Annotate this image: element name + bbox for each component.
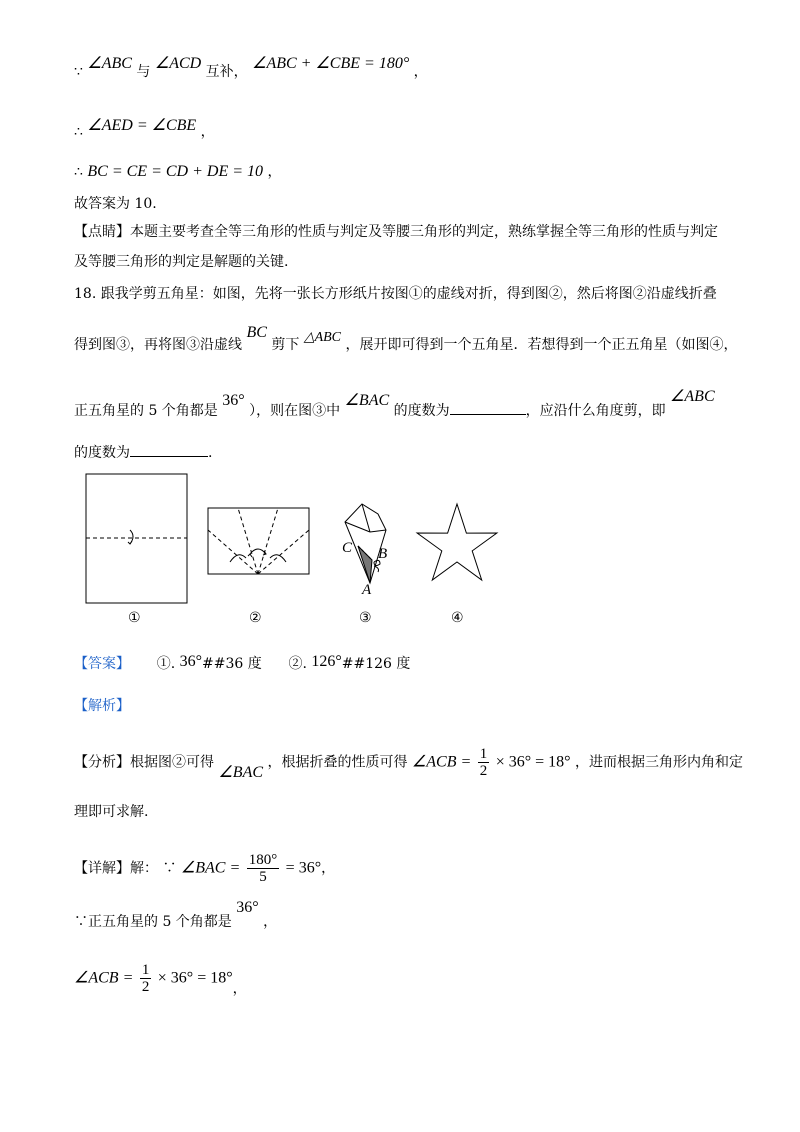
text: ， [233,64,248,80]
figure-diagrams [0,470,800,630]
math-36-degrees: 36° [236,899,259,916]
numerator: 1 [479,746,488,762]
answer-statement: 故答案为 10. [74,196,157,212]
analysis-line-1 [74,746,743,779]
text: . [208,445,213,461]
fraction-180-over-5 [247,852,280,885]
math-angle-abc: ∠ABC [87,55,132,72]
detail-line-1 [74,852,335,885]
answer-1-label: ①. [156,656,176,672]
text: 正五角星的 5 个角都是 [74,403,218,419]
text: 剪下 [271,337,300,353]
denominator: 2 [141,979,150,995]
math-segment-bc: BC [246,324,267,341]
proof-line-1 [74,55,428,82]
text: ，应沿什么角度剪，即 [525,403,666,419]
because-symbol: ∵ [162,860,177,877]
figure-1-rectangle [86,474,187,603]
figure-2-folded [208,508,309,574]
text: ， [263,914,278,930]
text: 的度数为 [74,445,130,461]
analysis-subtag: 【分析】 [74,754,130,771]
figure-label-4: ④ [451,610,464,626]
proof-line-2 [74,117,215,142]
answer-2-alt: ##126 度 [341,656,411,672]
text: 互补 [205,64,234,80]
numerator: 180° [248,852,278,868]
key-point-line-2: 及等腰三角形的判定是解题的关键. [74,254,289,270]
answer-2-label: ②. [288,656,307,672]
text: ，展开即可得到一个五角星．若想得到一个正五角星（如图④， [345,337,738,353]
math-equation: BC = CE = CD + DE = 10 [87,163,264,180]
therefore-symbol: ∴ [74,124,83,140]
figure-4-star [417,504,497,580]
math-angle-abc: ∠ABC [670,388,715,405]
text: 与 [136,64,151,80]
therefore-symbol: ∴ [74,164,83,180]
text: 根据图②可得 [130,754,214,771]
point-label-a: A [362,582,372,598]
analysis-tag: 【解析】 [74,698,130,714]
answer-tag: 【答案】 [74,656,130,672]
text: ），则在图③中 [249,403,341,419]
text: ， [413,64,428,80]
text: ∵正五角星的 5 个角都是 [74,914,232,930]
denominator: 5 [259,869,267,885]
text: ，进而根据三角形内角和定 [574,754,743,771]
math-angle-acb: ∠ACB = [74,969,134,987]
answer-blank-1[interactable] [450,400,526,415]
figure-label-2: ② [249,610,262,626]
figure-label-1: ① [128,610,141,626]
question-18-line-3 [74,388,715,421]
because-symbol: ∵ [74,64,83,80]
text: 得到图③，再将图③沿虚线 [74,337,242,353]
answer-line [74,654,410,674]
text: ， [321,860,336,877]
answer-1-alt: ##36 度 [202,656,262,672]
math-expression: × 36° = 18° [495,753,571,771]
math-angle-acb: ∠ACB = [411,753,472,771]
text: 的度数为 [393,403,450,419]
proof-line-3 [74,162,281,182]
math-triangle-abc: △ABC [303,330,342,345]
detail-tag: 【详解】解： [74,860,158,877]
analysis-line-2: 理即可求解. [74,804,149,820]
text: ，根据折叠的性质可得 [267,754,408,771]
denominator: 2 [479,763,488,779]
point-label-b: B [378,546,388,562]
figure-label-3: ③ [359,610,372,626]
detail-line-2 [74,899,278,932]
fraction-one-half [140,962,152,995]
question-18-line-4 [74,442,212,463]
math-angle-bac: ∠BAC [218,763,264,781]
answer-2-value: 126° [311,653,342,670]
question-18-line-2 [74,324,738,356]
key-point-line-1: 【点睛】本题主要考查全等三角形的性质与判定及等腰三角形的判定，熟练掌握全等三角形的性质与判定 [74,224,718,240]
answer-blank-2[interactable] [130,442,208,457]
point-label-c: C [342,540,353,556]
numerator: 1 [141,962,150,978]
math-equation: ∠ABC + ∠CBE = 180° [252,55,410,72]
fraction-one-half [478,746,490,779]
math-36-degrees: 36° [222,392,245,409]
question-18-line-1: 18. 跟我学剪五角星：如图，先将一张长方形纸片按图①的虚线对折，得到图②，然后将图②沿虚线折叠 [74,286,717,302]
text: ， [200,124,215,140]
math-expression: × 36° = 18° [157,969,233,987]
detail-line-3 [74,962,247,995]
math-angle-acd: ∠ACD [154,55,202,72]
math-equation: ∠AED = ∠CBE [87,117,197,134]
math-angle-bac: ∠BAC [344,392,390,409]
text: ， [232,980,247,997]
math-expression: = 36° [285,859,322,877]
text: ， [267,164,282,180]
answer-1-value: 36° [179,653,203,670]
math-angle-bac: ∠BAC = [180,859,241,877]
